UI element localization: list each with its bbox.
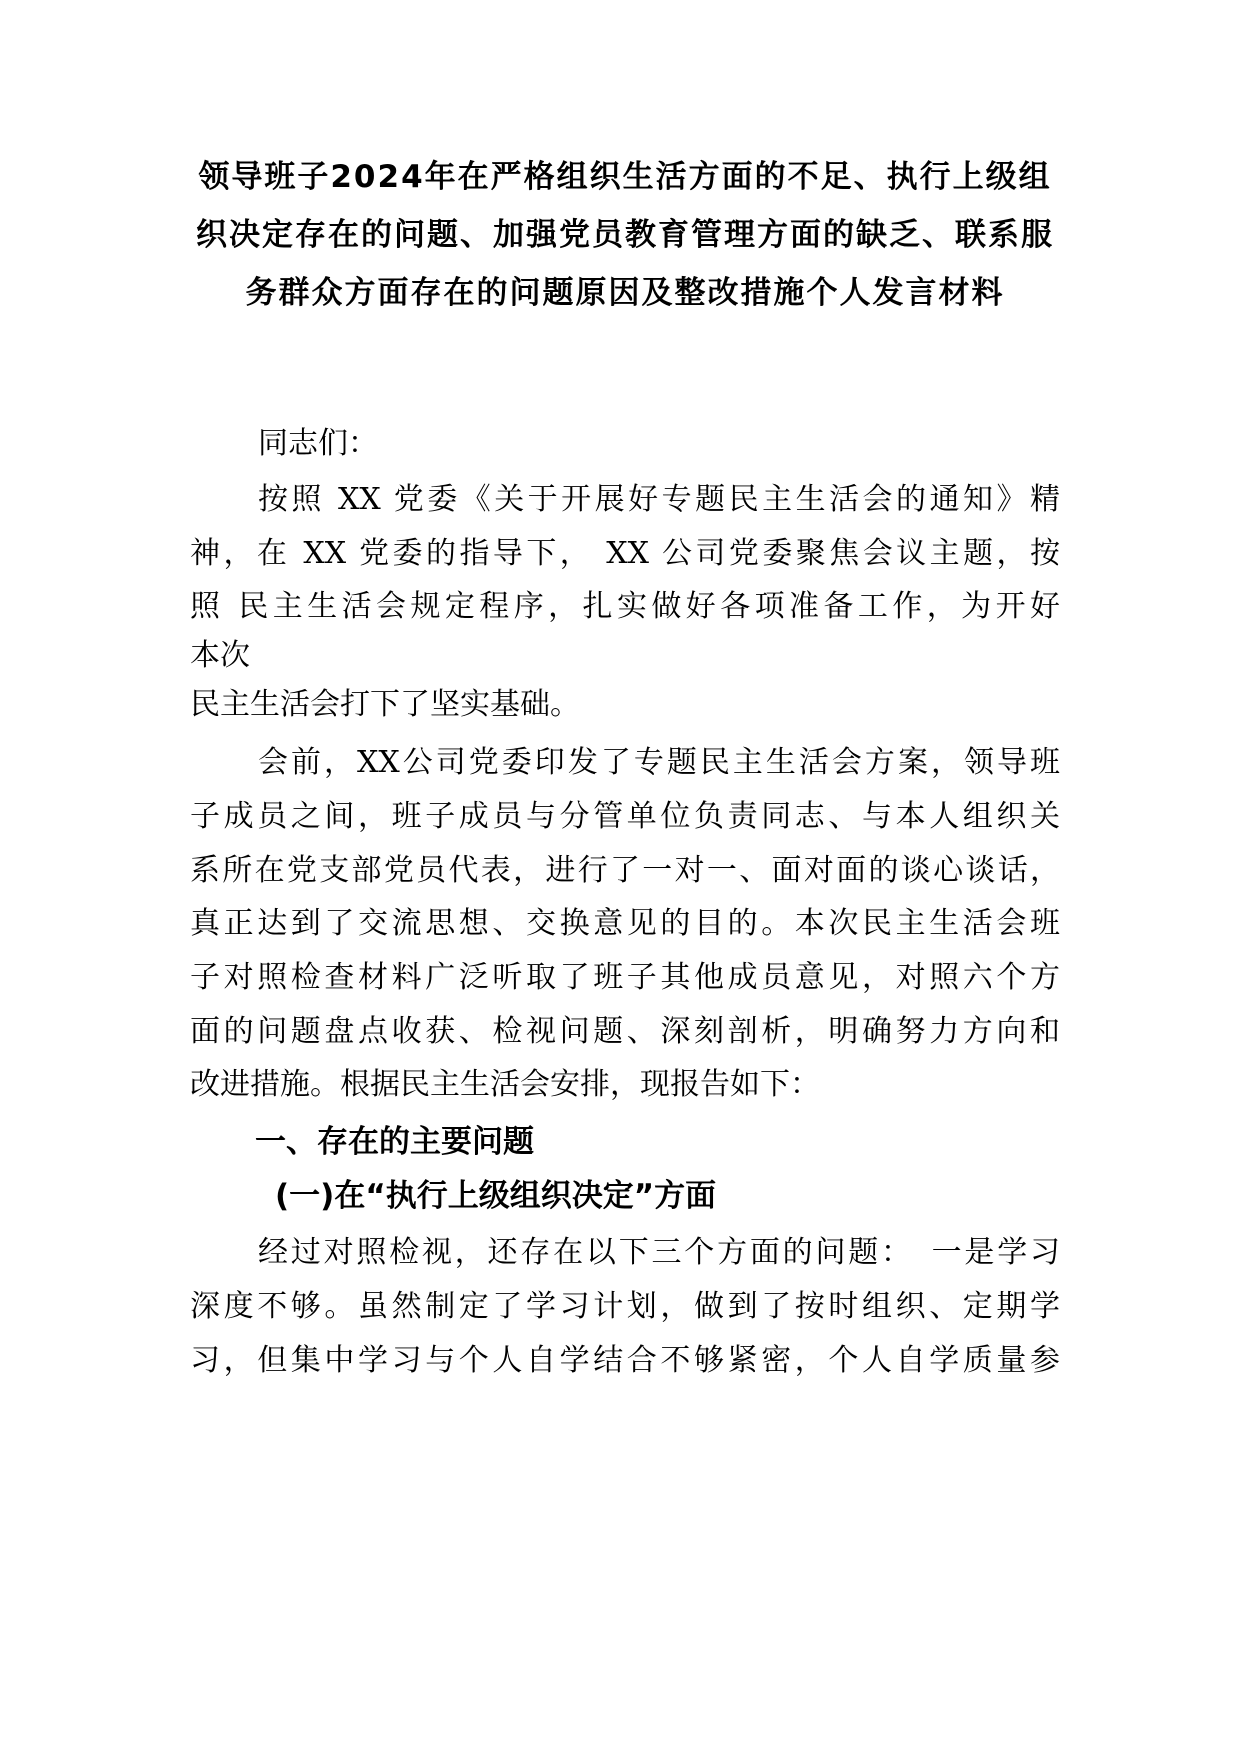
paragraph-line: 子成员之间，班子成员与分管单位负责同志、与本人组织关: [190, 799, 1060, 834]
paragraph-line: 本次: [190, 638, 250, 673]
document-title: [190, 148, 1060, 322]
paragraph-line: 神，在 XX 党委的指导下， XX 公司党委聚焦会议主题，按: [190, 536, 1060, 571]
title-line: 织决定存在的问题、加强党员教育管理方面的缺乏、联系服: [196, 217, 1054, 253]
salutation: 同志们：: [258, 426, 378, 461]
paragraph-line: 子对照检查材料广泛听取了班子其他成员意见，对照六个方: [190, 960, 1060, 995]
paragraph-line: 按照 XX 党委《关于开展好专题民主生活会的通知》精: [258, 482, 1060, 517]
title-line: 领导班子2024年在严格组织生活方面的不足、执行上级组: [198, 159, 1052, 195]
paragraph-line: 民主生活会打下了坚实基础。: [190, 687, 580, 722]
paragraph-line: 经过对照检视，还存在以下三个方面的问题： 一是学习: [258, 1235, 1060, 1270]
paragraph-line: 照 民主生活会规定程序，扎实做好各项准备工作，为开好: [190, 589, 1060, 624]
paragraph-line: 会前，XX公司党委印发了专题民主生活会方案，领导班: [258, 745, 1060, 780]
paragraph-line: 深度不够。虽然制定了学习计划，做到了按时组织、定期学: [190, 1289, 1060, 1324]
subsection-heading: (一)在“执行上级组织决定”方面: [275, 1178, 717, 1214]
paragraph-line: 系所在党支部党员代表，进行了一对一、面对面的谈心谈话，: [190, 853, 1060, 888]
section-heading: 一、存在的主要问题: [255, 1124, 534, 1160]
paragraph-line: 面的问题盘点收获、检视问题、深刻剖析，明确努力方向和: [190, 1014, 1060, 1049]
title-line: 务群众方面存在的问题原因及整改措施个人发言材料: [245, 275, 1005, 311]
paragraph-line: 习，但集中学习与个人自学结合不够紧密，个人自学质量参: [190, 1343, 1060, 1378]
paragraph-line: 真正达到了交流思想、交换意见的目的。本次民主生活会班: [190, 906, 1060, 941]
paragraph-line: 改进措施。根据民主生活会安排，现报告如下：: [190, 1067, 820, 1102]
